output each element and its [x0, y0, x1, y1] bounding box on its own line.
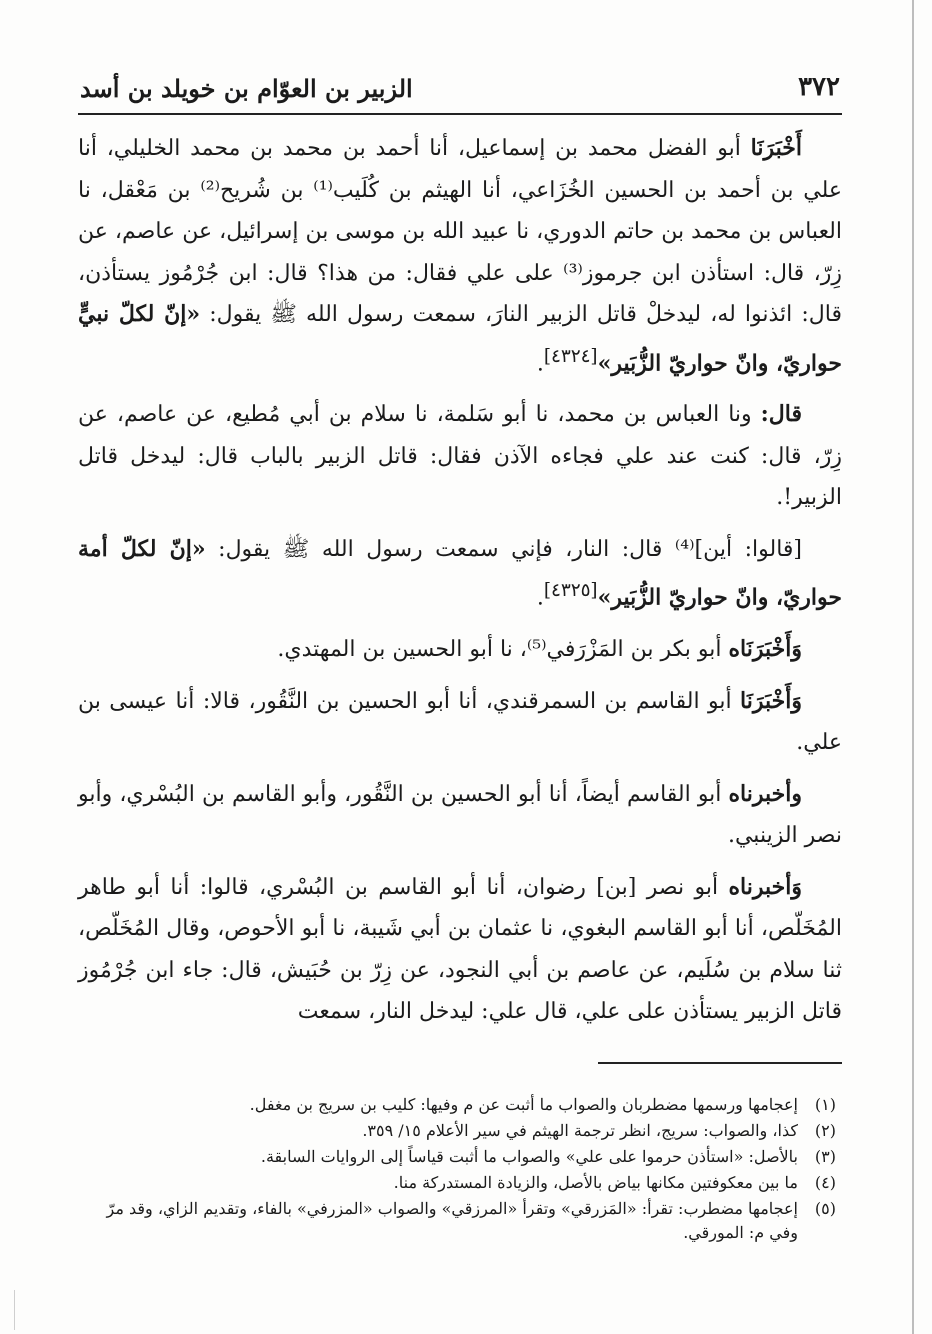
paragraph-lead: وَأَخْبَرَنَا [740, 687, 802, 714]
footnote-text: إعجامها مضطرب: تقرأ: «المَزرقي» وتقرأ «المرزقي» والصواب «المزرفي» بالفاء، وتقديم الزاي، وقد مرّ وفي م: المورقي. [106, 1199, 798, 1242]
footnote-text: كذا، والصواب: سريج، انظر ترجمة الهيثم في سير الأعلام ١٥/ ٣٥٩. [362, 1121, 798, 1140]
paragraph-lead: وَأخبرناه [728, 873, 802, 900]
footnote-number: (١) [814, 1095, 836, 1114]
paragraph-text: أبو نصر [بن] رضوان، أنا أبو القاسم بن البُسْري، قالوا: أنا أبو طاهر المُخَلّص، أنا أبو القاسم البغوي، نا عثمان بن أبي شَيبة، نا أبو الأحوص، وقال المُخَلّص، ثنا سلام بن سُلَيم، عن عاصم بن أبي النجود، عن زِرّ بن حُبَيش، قال: جاء ابن جُرْمُوز قاتل الزبير يستأذن على علي، قال علي: ليدخل النار، سمعت [78, 874, 842, 1025]
paragraph-text: أبو القاسم بن السمرقندي، أنا أبو الحسين بن النَّقُور، قالا: أنا عيسى بن علي. [78, 688, 842, 756]
footnote-text: بالأصل: «استأذن حرموا على علي» والصواب ما أثبت قياساً إلى الروايات السابقة. [260, 1147, 798, 1166]
footnote-rule [598, 1062, 842, 1064]
paragraph [78, 529, 842, 619]
paragraph-lead: وَأَخْبَرَنَاه [728, 636, 802, 663]
footnote-number: (٣) [814, 1147, 836, 1166]
paragraph [78, 681, 842, 764]
hadith-quote: «إنّ لكلّ أمة حواريّ، وانّ حواريّ الزُّبَير» [78, 535, 842, 611]
paragraph-text: أبو بكر بن المَزْرَفي⁽⁵⁾، نا أبو الحسين بن المهتدي. [277, 637, 729, 663]
footnote-number: (٤) [814, 1173, 836, 1192]
footnote [78, 1093, 842, 1117]
paragraph-text: أبو الفضل محمد بن إسماعيل، أنا أحمد بن محمد بن محمد الخليلي، أنا علي بن أحمد بن الحسين الخُزَاعي، أنا الهيثم بن كُلَيب⁽¹⁾ بن شُريح⁽²⁾ بن مَعْقل، نا العباس بن محمد بن حاتم الدوري، نا عبيد الله بن موسى بن إسرائيل، عن عاصم، عن زِرّ، قال: استأذن ابن جرموز⁽³⁾ على علي فقال: من هذا؟ قال: ابن جُرْمُوز يستأذن، قال: ائذنوا له، ليدخلْ قاتل الزبير النارَ، سمعت رسول الله ﷺ يقول: [78, 136, 843, 327]
paragraph [78, 774, 842, 857]
paragraph-text: [قالوا: أين]⁽⁴⁾ قال: النار، فإني سمعت رسول الله ﷺ يقول: [205, 536, 803, 562]
footnote [78, 1145, 842, 1169]
paragraph-text: أبو القاسم أيضاً، أنا أبو الحسين بن النَّقُور، وأبو القاسم بن البُسْري، وأبو نصر الزينبي. [78, 781, 842, 849]
footnotes [78, 1093, 842, 1247]
footnote-number: (٥) [814, 1199, 836, 1218]
hadith-ref: [٤٣٢٥] [543, 580, 598, 602]
footnote-number: (٢) [814, 1121, 836, 1140]
scan-edge-mark [14, 1290, 15, 1330]
paragraph-lead: قال: [760, 401, 802, 428]
header-rule [78, 113, 842, 115]
hadith-quote: «إنّ لكلّ نبيٍّ حواريّ، وانّ حواريّ الزُّبَير» [78, 301, 842, 376]
main-text [78, 128, 842, 1043]
running-title: الزبير بن العوّام بن خويلد بن أسد [80, 74, 413, 103]
paragraph-end: . [536, 350, 544, 376]
paragraph-text: ونا العباس بن محمد، نا أبو سَلمة، نا سلام بن أبي مُطيع، عن عاصم، عن زِرّ، قال: كنت عند علي فجاءه الآذن فقال: قاتل الزبير بالباب قال: ليدخل قاتل الزبير!. [78, 402, 842, 511]
footnote [78, 1119, 842, 1143]
paragraph-end: . [536, 585, 544, 611]
paragraph [78, 867, 842, 1033]
paragraph-lead: أَخْبَرَنَا [750, 135, 802, 161]
footnote-text: إعجامها ورسمها مضطربان والصواب ما أثبت عن م وفيها: كليب بن سريج بن مغفل. [249, 1095, 798, 1114]
paragraph [78, 394, 842, 519]
hadith-ref: [٤٣٢٤] [543, 345, 598, 367]
scan-edge-line [912, 0, 914, 1334]
paragraph [78, 128, 842, 384]
paragraph [78, 629, 842, 671]
page-number: ٣٧٢ [798, 72, 840, 102]
footnote [78, 1171, 842, 1195]
footnote-text: ما بين معكوفتين مكانها بياض بالأصل، والزيادة المستدركة منا. [393, 1173, 798, 1192]
page-header [80, 70, 840, 110]
footnote [78, 1197, 842, 1245]
paragraph-lead: وأخبرناه [728, 780, 802, 807]
